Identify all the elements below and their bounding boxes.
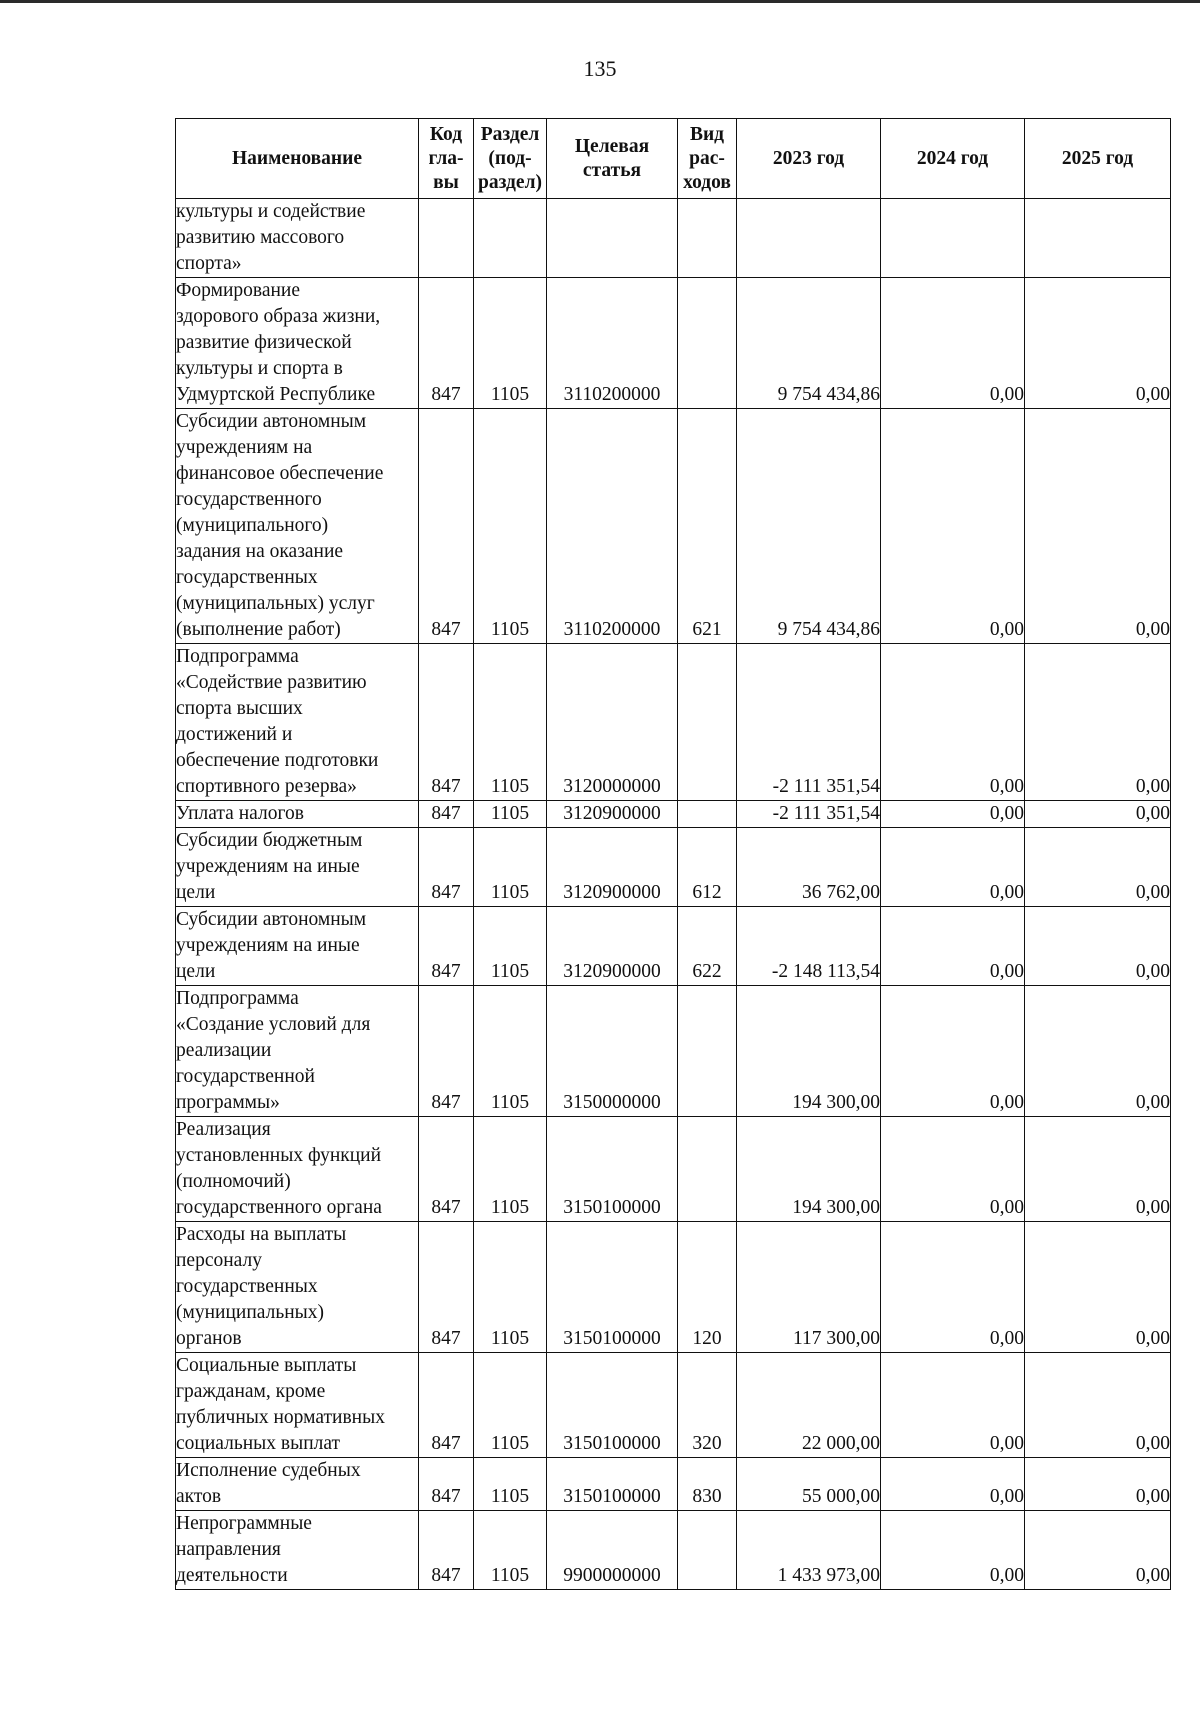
header-name-text: Наименование — [232, 147, 362, 169]
table-row — [176, 801, 1171, 828]
table-row — [176, 828, 1171, 907]
row-section: 1105 — [474, 1222, 547, 1353]
row-expense-type: 830 — [678, 1458, 737, 1511]
row-amount-2023: -2 148 113,54 — [737, 907, 881, 986]
row-chapter-code: 847 — [419, 828, 474, 907]
row-target-article: 3150100000 — [547, 1117, 678, 1222]
row-expense-type: 622 — [678, 907, 737, 986]
row-section — [474, 199, 547, 278]
row-expense-type: 120 — [678, 1222, 737, 1353]
row-amount-2024: 0,00 — [881, 1511, 1025, 1590]
header-section-text: Раздел (под- раздел) — [477, 123, 543, 193]
row-chapter-code: 847 — [419, 409, 474, 644]
row-chapter-code: 847 — [419, 278, 474, 409]
row-name: Субсидии автономным учреждениям на финансовое обеспечение государственного (муниципального) задания на оказание государственных (муниципальных) услуг (выполнение работ) — [176, 409, 419, 644]
row-amount-2025 — [1025, 199, 1171, 278]
row-amount-2025: 0,00 — [1025, 986, 1171, 1117]
row-expense-type: 612 — [678, 828, 737, 907]
row-amount-2024: 0,00 — [881, 409, 1025, 644]
table-row — [176, 644, 1171, 801]
row-chapter-code: 847 — [419, 907, 474, 986]
row-expense-type — [678, 1117, 737, 1222]
row-name: Расходы на выплаты персоналу государственных (муниципальных) органов — [176, 1222, 419, 1353]
row-amount-2025: 0,00 — [1025, 409, 1171, 644]
row-amount-2024: 0,00 — [881, 1222, 1025, 1353]
row-amount-2023: 9 754 434,86 — [737, 278, 881, 409]
row-section: 1105 — [474, 907, 547, 986]
row-name: Непрограммные направления деятельности — [176, 1511, 419, 1590]
table-body — [176, 199, 1171, 1590]
row-target-article: 3150000000 — [547, 986, 678, 1117]
row-expense-type — [678, 278, 737, 409]
row-target-article: 3120000000 — [547, 644, 678, 801]
row-name: Формирование здорового образа жизни, развитие физической культуры и спорта в Удмуртской Республике — [176, 278, 419, 409]
header-target-article-text: Целевая статья — [574, 135, 650, 181]
row-amount-2025: 0,00 — [1025, 1458, 1171, 1511]
header-year-2023-text: 2023 год — [772, 147, 845, 169]
row-amount-2024: 0,00 — [881, 907, 1025, 986]
row-amount-2024: 0,00 — [881, 1353, 1025, 1458]
table-row — [176, 986, 1171, 1117]
row-amount-2025: 0,00 — [1025, 644, 1171, 801]
table-row — [176, 1117, 1171, 1222]
table-header — [176, 119, 1171, 199]
row-chapter-code — [419, 199, 474, 278]
row-name: Подпрограмма «Создание условий для реализации государственной программы» — [176, 986, 419, 1117]
row-amount-2025: 0,00 — [1025, 1353, 1171, 1458]
row-name: Уплата налогов — [176, 801, 419, 828]
row-target-article: 9900000000 — [547, 1511, 678, 1590]
row-target-article: 3150100000 — [547, 1222, 678, 1353]
row-expense-type: 621 — [678, 409, 737, 644]
row-amount-2024: 0,00 — [881, 986, 1025, 1117]
table-row — [176, 1458, 1171, 1511]
row-name: Социальные выплаты гражданам, кроме публичных нормативных социальных выплат — [176, 1353, 419, 1458]
row-chapter-code: 847 — [419, 644, 474, 801]
header-chapter-code-text: Код гла- вы — [428, 123, 464, 193]
row-amount-2024: 0,00 — [881, 801, 1025, 828]
header-year-2023 — [737, 119, 881, 199]
row-amount-2023: 194 300,00 — [737, 986, 881, 1117]
row-amount-2023: 9 754 434,86 — [737, 409, 881, 644]
row-section: 1105 — [474, 1511, 547, 1590]
row-amount-2025: 0,00 — [1025, 278, 1171, 409]
row-chapter-code: 847 — [419, 1353, 474, 1458]
row-target-article: 3110200000 — [547, 278, 678, 409]
row-amount-2023: 36 762,00 — [737, 828, 881, 907]
row-amount-2025: 0,00 — [1025, 1117, 1171, 1222]
row-section: 1105 — [474, 1353, 547, 1458]
row-amount-2025: 0,00 — [1025, 828, 1171, 907]
row-expense-type — [678, 644, 737, 801]
row-target-article: 3120900000 — [547, 907, 678, 986]
row-section: 1105 — [474, 828, 547, 907]
row-amount-2025: 0,00 — [1025, 1222, 1171, 1353]
row-amount-2024: 0,00 — [881, 644, 1025, 801]
row-chapter-code: 847 — [419, 986, 474, 1117]
row-amount-2023: -2 111 351,54 — [737, 801, 881, 828]
header-expense-type — [678, 119, 737, 199]
row-amount-2023 — [737, 199, 881, 278]
row-section: 1105 — [474, 801, 547, 828]
header-chapter-code — [419, 119, 474, 199]
page-number: 135 — [583, 56, 617, 81]
header-year-2025 — [1025, 119, 1171, 199]
row-amount-2024: 0,00 — [881, 1117, 1025, 1222]
table-row — [176, 907, 1171, 986]
top-edge-line — [0, 0, 1200, 3]
row-name: Субсидии бюджетным учреждениям на иные цели — [176, 828, 419, 907]
row-section: 1105 — [474, 644, 547, 801]
row-expense-type — [678, 986, 737, 1117]
header-row — [176, 119, 1171, 199]
header-target-article — [547, 119, 678, 199]
row-name: Реализация установленных функций (полномочий) государственного органа — [176, 1117, 419, 1222]
row-amount-2023: 1 433 973,00 — [737, 1511, 881, 1590]
row-target-article: 3120900000 — [547, 828, 678, 907]
table-row — [176, 278, 1171, 409]
table-row — [176, 1353, 1171, 1458]
row-amount-2025: 0,00 — [1025, 1511, 1171, 1590]
row-amount-2025: 0,00 — [1025, 801, 1171, 828]
row-target-article — [547, 199, 678, 278]
header-section — [474, 119, 547, 199]
row-chapter-code: 847 — [419, 801, 474, 828]
row-amount-2023: 55 000,00 — [737, 1458, 881, 1511]
row-target-article: 3110200000 — [547, 409, 678, 644]
table-row — [176, 1511, 1171, 1590]
row-section: 1105 — [474, 1117, 547, 1222]
row-name: культуры и содействие развитию массового спорта» — [176, 199, 419, 278]
table-row — [176, 409, 1171, 644]
row-amount-2024: 0,00 — [881, 828, 1025, 907]
header-year-2025-text: 2025 год — [1061, 147, 1134, 169]
budget-table — [175, 118, 1171, 1590]
header-year-2024-text: 2024 год — [916, 147, 989, 169]
row-amount-2024 — [881, 199, 1025, 278]
row-chapter-code: 847 — [419, 1222, 474, 1353]
row-amount-2023: 22 000,00 — [737, 1353, 881, 1458]
row-target-article: 3150100000 — [547, 1458, 678, 1511]
table-row — [176, 1222, 1171, 1353]
row-expense-type — [678, 1511, 737, 1590]
row-amount-2023: -2 111 351,54 — [737, 644, 881, 801]
row-amount-2023: 117 300,00 — [737, 1222, 881, 1353]
row-section: 1105 — [474, 986, 547, 1117]
row-chapter-code: 847 — [419, 1117, 474, 1222]
row-chapter-code: 847 — [419, 1458, 474, 1511]
row-amount-2025: 0,00 — [1025, 907, 1171, 986]
row-section: 1105 — [474, 409, 547, 644]
header-expense-type-text: Вид рас- ходов — [683, 123, 731, 193]
row-amount-2023: 194 300,00 — [737, 1117, 881, 1222]
row-amount-2024: 0,00 — [881, 278, 1025, 409]
row-amount-2024: 0,00 — [881, 1458, 1025, 1511]
row-name: Исполнение судебных актов — [176, 1458, 419, 1511]
row-expense-type — [678, 801, 737, 828]
row-name: Субсидии автономным учреждениям на иные цели — [176, 907, 419, 986]
row-target-article: 3120900000 — [547, 801, 678, 828]
header-name — [176, 119, 419, 199]
row-section: 1105 — [474, 1458, 547, 1511]
row-expense-type: 320 — [678, 1353, 737, 1458]
row-chapter-code: 847 — [419, 1511, 474, 1590]
table-row — [176, 199, 1171, 278]
row-name: Подпрограмма «Содействие развитию спорта высших достижений и обеспечение подготовки спортивного резерва» — [176, 644, 419, 801]
row-expense-type — [678, 199, 737, 278]
row-section: 1105 — [474, 278, 547, 409]
row-target-article: 3150100000 — [547, 1353, 678, 1458]
header-year-2024 — [881, 119, 1025, 199]
